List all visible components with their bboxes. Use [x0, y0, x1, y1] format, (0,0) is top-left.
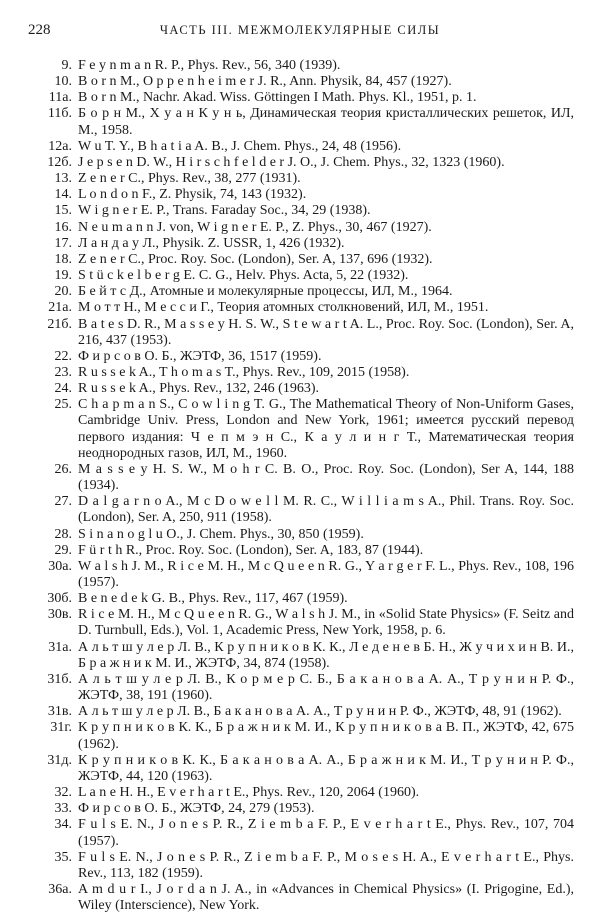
reference-list	[30, 58, 574, 914]
reference-number: 9.	[61, 58, 72, 73]
reference-item	[30, 397, 574, 462]
reference-text: J e p s e n D. W., H i r s c h f e l d e r J. O., J. Chem. Phys., 32, 1323 (1960).	[78, 154, 505, 170]
reference-text: W i g n e r E. P., Trans. Faraday Soc., 34, 29 (1938).	[78, 203, 371, 219]
reference-text: Б е й т с Д., Атомные и молекулярные процессы, ИЛ, М., 1964.	[78, 284, 453, 300]
reference-item	[30, 220, 574, 236]
reference-number: 31в.	[47, 704, 72, 720]
reference-text: М о т т Н., М е с с и Г., Теория атомных столкновений, ИЛ, М., 1951.	[78, 300, 489, 316]
reference-text: А л ь т ш у л е р Л. В., К о р м е р С. Б., Б а к а н о в а А. А., Т р у н и н Р. Ф., ЖЭТФ, 38, 191 (1960).	[78, 671, 574, 704]
reference-item	[30, 74, 574, 90]
reference-item	[30, 171, 574, 187]
reference-number: 27.	[54, 494, 72, 510]
reference-text: L a n e H. H., E v e r h a r t E., Phys. Rev., 120, 2064 (1960).	[78, 785, 420, 801]
reference-item	[30, 300, 574, 316]
reference-text: B o r n M., Nachr. Akad. Wiss. Göttingen I Math. Phys. Kl., 1951, p. 1.	[78, 90, 477, 106]
reference-item	[30, 527, 574, 543]
reference-number: 31д.	[47, 752, 72, 768]
reference-item	[30, 284, 574, 300]
reference-item	[30, 317, 574, 349]
reference-item	[30, 139, 574, 155]
reference-number: 11а.	[48, 90, 72, 106]
reference-text: D a l g a r n o A., M c D o w e l l M. R. C., W i l l i a m s A., Phil. Trans. Roy. Soc. (London), Ser. A, 250, 911 (1958).	[78, 494, 574, 526]
reference-text: W u T. Y., B h a t i a A. B., J. Chem. Phys., 24, 48 (1956).	[78, 138, 402, 154]
reference-number: 28.	[54, 526, 72, 542]
reference-item	[30, 801, 574, 817]
reference-item	[30, 817, 574, 849]
reference-item	[30, 672, 574, 704]
reference-number: 24.	[54, 381, 72, 397]
reference-number: 26.	[54, 461, 72, 477]
reference-number: 30б.	[47, 591, 72, 607]
reference-text: R u s s e k A., T h o m a s T., Phys. Rev., 109, 2015 (1958).	[78, 364, 410, 380]
reference-item	[30, 640, 574, 672]
reference-text: F u l s E. N., J o n e s P. R., Z i e m b a F. P., M o s e s H. A., E v e r h a r t E., Phys. Rev., 113, 182 (1959).	[78, 849, 574, 881]
reference-number: 11б.	[47, 106, 72, 122]
reference-item	[30, 543, 574, 559]
reference-number: 31г.	[50, 720, 72, 736]
reference-text: B a t e s D. R., M a s s e y H. S. W., S t e w a r t A. L., Proc. Roy. Soc. (London), Ser. A, 216, 437 (1953).	[78, 316, 574, 348]
reference-item	[30, 381, 574, 397]
reference-text: К р у п н и к о в К. К., Б р а ж н и к М. И., К р у п н и к о в а В. П., ЖЭТФ, 42, 675 (1962).	[78, 720, 574, 752]
reference-number: 17.	[54, 235, 72, 251]
reference-item	[30, 349, 574, 365]
page-header	[28, 22, 572, 44]
reference-item	[30, 203, 574, 219]
reference-number: 32.	[54, 785, 72, 801]
reference-text: B o r n M., O p p e n h e i m e r J. R., Ann. Physik, 84, 457 (1927).	[78, 74, 452, 90]
reference-number: 30а.	[48, 558, 72, 574]
reference-number: 16.	[54, 219, 72, 235]
reference-text: А л ь т ш у л е р Л. В., К р у п н и к о в К. К., Л е д е н е в Б. Н., Ж у ч и х и н В. И., Б р а ж н и к М. И., ЖЭТФ, 34, 874 (1958).	[78, 639, 574, 671]
reference-text: W a l s h J. M., R i c e M. H., M c Q u e e n R. G., Y a r g e r F. L., Phys. Rev., 108, 196 (1957).	[78, 558, 574, 590]
reference-item	[30, 753, 574, 785]
reference-number: 12а.	[48, 138, 72, 154]
reference-number: 34.	[54, 817, 72, 833]
reference-number: 31б.	[47, 671, 72, 687]
reference-item	[30, 90, 574, 106]
reference-text: N e u m a n n J. von, W i g n e r E. P., Z. Phys., 30, 467 (1927).	[78, 219, 432, 235]
reference-number: 15.	[54, 203, 72, 219]
reference-text: К р у п н и к о в К. К., Б а к а н о в а А. А., Б р а ж н и к М. И., Т р у н и н Р. Ф., ЖЭТФ, 44, 120 (1963).	[78, 752, 574, 784]
reference-text: S t ü c k e l b e r g E. C. G., Helv. Phys. Acta, 5, 22 (1932).	[78, 268, 409, 284]
reference-text: F ü r t h R., Proc. Roy. Soc. (London), Ser. A, 183, 87 (1944).	[78, 542, 424, 558]
reference-number: 33.	[54, 801, 72, 817]
reference-item	[30, 106, 574, 138]
reference-text: S i n a n o g l u O., J. Chem. Phys., 30, 850 (1959).	[78, 526, 364, 542]
reference-item	[30, 268, 574, 284]
reference-item	[30, 236, 574, 252]
reference-number: 18.	[54, 251, 72, 267]
reference-text: R i c e M. H., M c Q u e e n R. G., W a l s h J. M., in «Solid State Physics» (F. Seitz and D. Turnbull, Eds.), Vol. 1, Academic Press, New York, 1958, p. 6.	[78, 607, 574, 639]
reference-number: 35.	[54, 849, 72, 865]
reference-number: 21а.	[48, 300, 72, 316]
reference-text: F u l s E. N., J o n e s P. R., Z i e m b a F. P., E v e r h a r t E., Phys. Rev., 107, 704 (1957).	[78, 817, 574, 849]
reference-item	[30, 494, 574, 526]
reference-text: L o n d o n F., Z. Physik, 74, 143 (1932).	[78, 187, 307, 203]
reference-number: 10.	[54, 74, 72, 90]
reference-text: Z e n e r C., Phys. Rev., 38, 277 (1931).	[78, 171, 301, 187]
reference-item	[30, 720, 574, 752]
reference-text: А л ь т ш у л е р Л. В., Б а к а н о в а А. А., Т р у н и н Р. Ф., ЖЭТФ, 48, 91 (1962).	[78, 704, 562, 720]
reference-number: 30в.	[47, 607, 72, 623]
reference-item	[30, 591, 574, 607]
reference-text: R u s s e k A., Phys. Rev., 132, 246 (1963).	[78, 381, 319, 397]
reference-number: 36а.	[48, 881, 72, 897]
reference-text: M a s s e y H. S. W., M o h r C. B. O., Proc. Roy. Soc. (London), Ser A, 144, 188 (1934).	[78, 461, 574, 494]
reference-number: 20.	[54, 284, 72, 300]
reference-text: Б о р н М., Х у а н К у н ь, Динамическая теория кристаллических решеток, ИЛ, М., 1958.	[78, 106, 574, 138]
reference-item	[30, 559, 574, 591]
reference-number: 19.	[54, 268, 72, 284]
reference-item	[30, 187, 574, 203]
reference-text: B e n e d e k G. B., Phys. Rev., 117, 467 (1959).	[78, 591, 348, 607]
reference-number: 21б.	[47, 316, 72, 332]
reference-text: Л а н д а у Л., Physik. Z. USSR, 1, 426 (1932).	[78, 235, 345, 251]
reference-item	[30, 155, 574, 171]
reference-number: 29.	[54, 542, 72, 558]
reference-item	[30, 252, 574, 268]
reference-item	[30, 850, 574, 882]
reference-item	[30, 58, 574, 74]
reference-number: 22.	[54, 348, 72, 364]
reference-item	[30, 882, 574, 914]
reference-number: 13.	[54, 171, 72, 187]
reference-item	[30, 704, 574, 720]
reference-item	[30, 365, 574, 381]
reference-text: Ф и р с о в О. Б., ЖЭТФ, 36, 1517 (1959).	[78, 348, 322, 364]
reference-text: Z e n e r C., Proc. Roy. Soc. (London), Ser. A, 137, 696 (1932).	[78, 251, 433, 267]
reference-number: 14.	[54, 187, 72, 203]
reference-item	[30, 607, 574, 639]
reference-item	[30, 462, 574, 494]
reference-number: 25.	[54, 397, 72, 413]
reference-text: C h a p m a n S., C o w l i n g T. G., The Mathematical Theory of Non-Uniform Gases, Cambridge Univ. Press, London and New York, 1961; имеется русский перевод первого издания: Ч е п м э н С., К а у л и н г Т., Математическая теория неоднородных газов, ИЛ, М., 1960.	[78, 397, 574, 461]
reference-text: F e y n m a n R. P., Phys. Rev., 56, 340 (1939).	[78, 58, 341, 73]
reference-number: 23.	[54, 364, 72, 380]
running-head: ЧАСТЬ III. МЕЖМОЛЕКУЛЯРНЫЕ СИЛЫ	[159, 23, 441, 37]
reference-item	[30, 785, 574, 801]
reference-number: 12б.	[47, 154, 72, 170]
reference-text: Ф и р с о в О. Б., ЖЭТФ, 24, 279 (1953).	[78, 801, 315, 817]
reference-number: 31а.	[48, 639, 72, 655]
reference-text: A m d u r I., J o r d a n J. A., in «Advances in Chemical Physics» (I. Prigogine, Ed.), Wiley (Interscience), New York.	[78, 881, 574, 914]
page-number: 228	[28, 22, 51, 38]
